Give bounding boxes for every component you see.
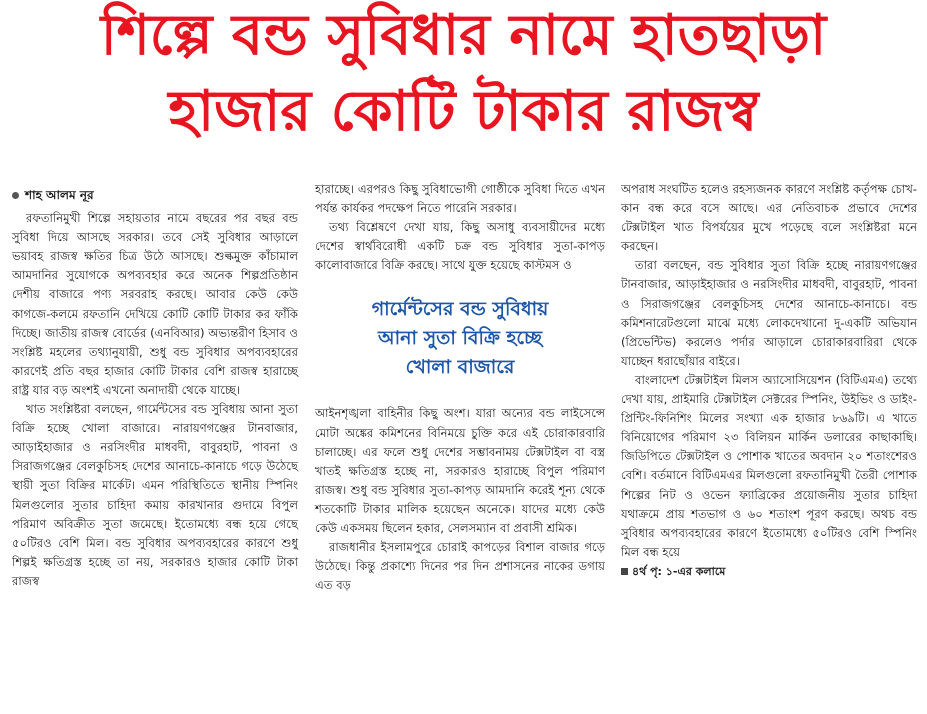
- paragraph: অপরাধ সংঘটিত হলেও রহস্যজনক কারণে সংশ্লিষ্ট কর্তৃপক্ষ চোখ-কান বন্ধ করে বসে আছে। এর নেতিবাচক প্রভাবে দেশের টেক্সটাইল খাত বিপর্যয়ের মুখে পড়েছে বলে সংশ্লিষ্টরা মনে করছেন।: [621, 182, 917, 254]
- bullet-icon: [12, 192, 19, 199]
- paragraph: তারা বলছেন, বন্ড সুবিধার সুতা বিক্রি হচ্ছে নারায়ণগঞ্জের টানবাজার, আড়াইহাজার ও নরসিংদীর মাধবদী, বাবুরহাট, পাবনা ও সিরাজগঞ্জের বেলকুচিসহ দেশের আনাচে-কানাচে। বন্ড কমিশনারেটগুলো মাঝে মধ্যে লোকদেখানো দু-একটি অভিযান (প্রিভেন্টিভ) করলেও পর্দার আড়ালে চোরাকারবারিরা থেকে যাচ্ছেন ধরাছোঁয়ার বাইরে।: [621, 258, 917, 368]
- article-column-1: [12, 186, 298, 591]
- paragraph: আইনশৃঙ্খলা বাহিনীর কিছু অংশ। যারা অন্যের বন্ড লাইসেন্সে মোটা অঙ্কের কমিশনের বিনিময়ে চুক্তি করে এই চোরাকারবারি চালাচ্ছে। এর ফলে শুধু দেশের সম্ভাবনাময় টেক্সটাইল বা বস্ত্র খাতই ক্ষতিগ্রস্ত হচ্ছে না, সরকারও হারাচ্ছে বিপুল পরিমাণ রাজস্ব। শুধু বন্ড সুবিধার সুতা-কাপড় আমদানি করেই শূন্য থেকে শতকোটি টাকার মালিক হয়েছেন অনেকে। যাদের মধ্যে কেউ কেউ একসময় ছিলেন হকার, সেলসম্যান বা প্রবাসী শ্রমিক।: [315, 406, 605, 536]
- paragraph: বাংলাদেশ টেক্সটাইল মিলস অ্যাসোসিয়েশন (বিটিএমএ) তথ্যে দেখা যায়, প্রাইমারি টেক্সটাইল সেক্টরের স্পিনিং, উইভিং ও ডাইং-প্রিন্টিং-ফিনিশিং মিলের সংখ্যা এক হাজার ৮৬৯টি। এ খাতে বিনিয়োগের পরিমাণ ২৩ বিলিয়ন মার্কিন ডলারের কাছাকাছি। জিডিপিতে টেক্সটাইল ও পোশাক খাতের অবদান ২০ শতাংশেরও বেশি। বর্তমানে বিটিএমএর মিলগুলো রফতানিমুখী তৈরী পোশাক শিল্পের নিট ও ওভেন ফ্যাব্রিকের প্রয়োজনীয় সুতার চাহিদা যথাক্রমে প্রায় শতভাগ ও ৬০ শতাংশ পূরণ করছে। অথচ বন্ড সুবিধার অপব্যবহারের কারণে ইতোমধ্যে ৫০টিরও বেশি স্পিনিং মিল বন্ধ হয়ে: [621, 372, 917, 559]
- pull-quote-line: খোলা বাজারে: [405, 356, 515, 379]
- continued-text: ৪র্থ পৃ: ১-এর কলামে: [632, 564, 726, 578]
- paragraph: রাজধানীর ইসলামপুরে চোরাই কাপড়ের বিশাল বাজার গড়ে উঠেছে। কিন্তু প্রকাশ্যে দিনের পর দিন প্রশাসনের নাকের ডগায় এত বড়: [315, 540, 605, 593]
- pull-quote: [315, 295, 605, 382]
- pull-quote-line: আনা সুতা বিক্রি হচ্ছে: [377, 327, 543, 350]
- byline: [12, 186, 298, 205]
- headline-line-2: হাজার কোটি টাকার রাজস্ব: [168, 79, 759, 144]
- square-bullet-icon: [621, 568, 628, 575]
- paragraph: হারাচ্ছে। এরপরও কিছু সুবিধাভোগী গোষ্ঠীকে সুবিধা দিতে এখন পর্যন্ত কার্যকর পদক্ষেপ নিতে পারেনি সরকার।: [315, 182, 605, 216]
- article-column-2: [315, 180, 605, 595]
- paragraph: তথ্য বিশ্লেষণে দেখা যায়, কিছু অসাধু ব্যবসায়ীদের মধ্যে দেশের স্বার্থবিরোধী একটি চক্র বন্ড সুবিধার সুতা-কাপড় কালোবাজারে বিক্রি করছে। সাথে যুক্ত হয়েছে কাস্টমস ও: [315, 220, 605, 273]
- continued-note: [621, 562, 725, 581]
- paragraph: রফতানিমুখী শিল্পে সহায়তার নামে বছরের পর বছর বন্ড সুবিধা দিয়ে আসছে সরকার। তবে সেই সুবিধার আড়ালে ভয়াবহ রাজস্ব ক্ষতির চিত্র উঠে আসছে। শুল্কমুক্ত কাঁচামাল আমদানির সুযোগকে অপব্যবহার করে অনেক শিল্পপ্রতিষ্ঠান দেশীয় বাজারে পণ্য সরবরাহ করছে। আবার কেউ কেউ কাগজে-কলমে রফতানি দেখিয়ে কোটি কোটি টাকার কর ফাঁকি দিচ্ছে। জাতীয় রাজস্ব বোর্ডের (এনবিআর) অভ্যন্তরীণ হিসাব ও সংশ্লিষ্ট মহলের তথ্যানুযায়ী, শুধু বন্ড সুবিধার অপব্যবহারের কারণেই প্রতি বছর হাজার কোটি টাকার বেশি রাজস্ব হারাচ্ছে রাষ্ট্র যার বড় অংশই এখনো অনাদায়ী থেকে যাচ্ছে।: [12, 211, 298, 397]
- headline-line-1: শিল্পে বন্ড সুবিধার নামে হাতছাড়া: [100, 3, 827, 68]
- author-name: শাহ আলম নূর: [25, 188, 94, 202]
- paragraph: খাত সংশ্লিষ্টরা বলছেন, গার্মেন্টসের বন্ড সুবিধায় আনা সুতা বিক্রি হচ্ছে খোলা বাজারে। নারায়ণগঞ্জের টানবাজার, আড়াইহাজার ও নরসিংদীর মাধবদী, বাবুরহাট, পাবনা ও সিরাজগঞ্জের বেলকুচিসহ দেশের আনাচে-কানাচে গড়ে উঠেছে স্থায়ী সুতা বিক্রির মার্কেট। এমন পরিস্থিতিতে স্থানীয় স্পিনিং মিলগুলোর সুতার চাহিদা কমায় কারখানার গুদামে বিপুল পরিমাণ অবিক্রীত সুতা জমেছে। ইতোমধ্যে বন্ধ হয়ে গেছে ৫০টিরও বেশি মিল। বন্ড সুবিধার অপব্যবহারের কারণে শুধু শিল্পই ক্ষতিগ্রস্ত হচ্ছে তা নয়, সরকারও হাজার কোটি টাকা রাজস্ব: [12, 402, 298, 588]
- article-column-3: [621, 180, 917, 581]
- pull-quote-line: গার্মেন্টসের বন্ড সুবিধায়: [371, 298, 549, 321]
